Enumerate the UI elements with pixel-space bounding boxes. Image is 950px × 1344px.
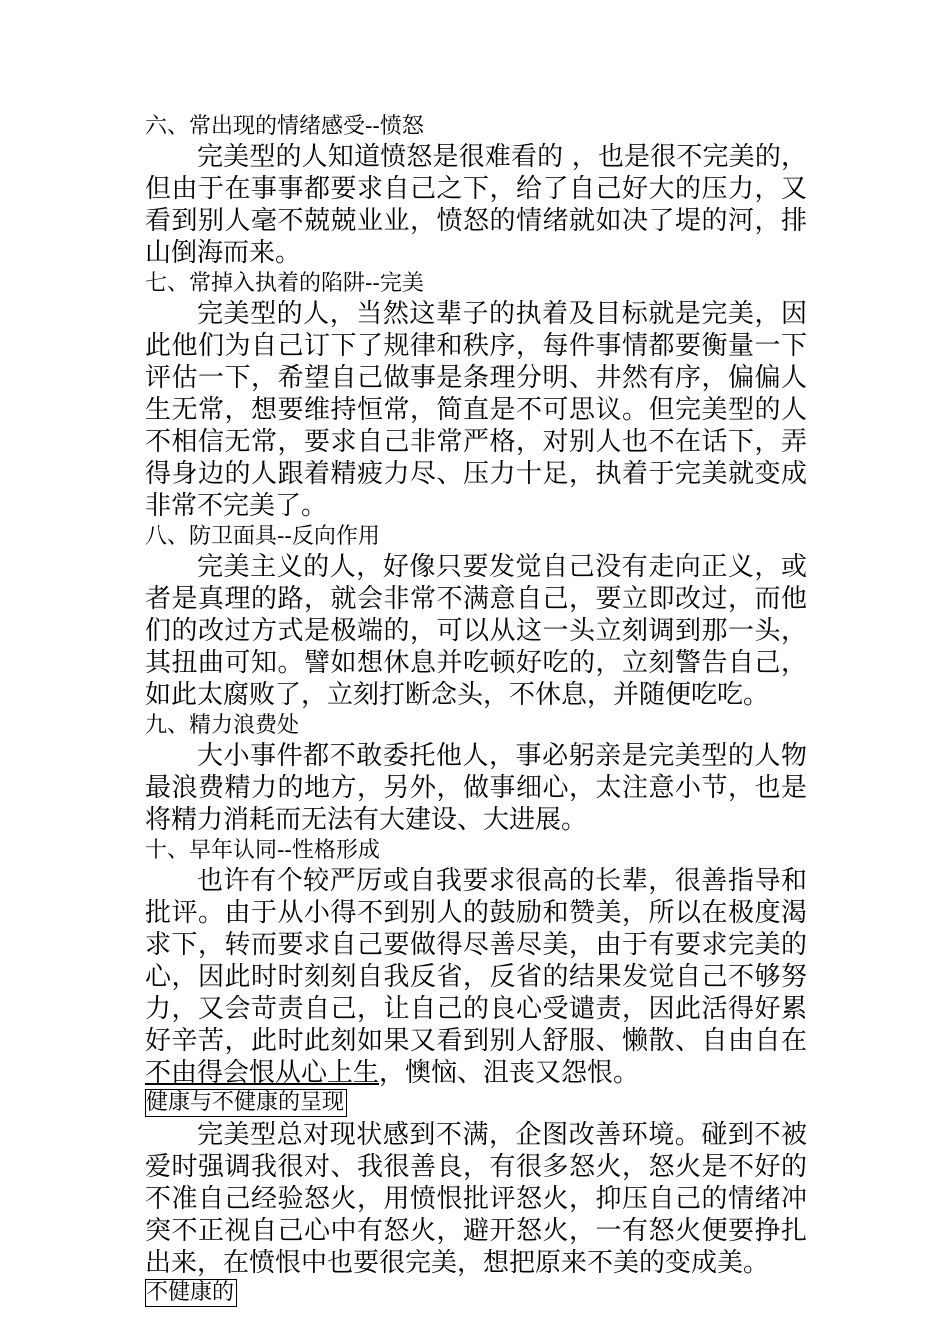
boxed-heading-unhealthy-wrap xyxy=(145,1279,807,1309)
section-heading-8: 八、防卫面具--反向作用 xyxy=(145,524,380,549)
document-page xyxy=(145,112,807,1309)
section-body-7: 完美型的人，当然这辈子的执着及目标就是完美，因此他们为自己订下了规律和秩序，每件事情都要衡量一下评估一下，希望自己做事是条理分明、井然有序，偏偏人生无常，想要维持恒常，简直是不可思议。但完美型的人不相信无常，要求自己非常严格，对别人也不在话下，弄得身边的人跟着精疲力尽、压力十足，执着于完美就变成非常不完美了。 xyxy=(145,299,807,521)
boxed-section-body: 完美型总对现状感到不满，企图改善环境。碰到不被爱时强调我很对、我很善良，有很多怒火，怒火是不好的不准自己经验怒火，用愤恨批评怒火，抑压自己的情绪冲突不正视自己心中有怒火，避开怒火，一有怒火便要挣扎出来，在愤恨中也要很完美，想把原来不美的变成美。 xyxy=(145,1120,807,1278)
section-heading-9: 九、精力浪费处 xyxy=(145,713,300,738)
section-body-8: 完美主义的人，好像只要发觉自己没有走向正义，或者是真理的路，就会非常不满意自己，要立即改过，而他们的改过方式是极端的，可以从这一头立刻调到那一头，其扭曲可知。譬如想休息并吃顿好吃的，立刻警告自己，如此太腐败了，立刻打断念头，不休息，并随便吃吃。 xyxy=(145,552,807,710)
section-body-10-text: 也许有个较严厉或自我要求很高的长辈，很善指导和批评。由于从小得不到别人的鼓励和赞美，所以在极度渴求下，转而要求自己要做得尽善尽美，由于有要求完美的心，因此时时刻刻自我反省，反省的结果发觉自己不够努力，又会苛责自己，让自己的良心受谴责，因此活得好累好辛苦，此时此刻如果又看到别人舒服、懒散、自由自在 xyxy=(145,866,807,1056)
boxed-heading-healthy-wrap xyxy=(145,1089,807,1119)
section-body-6: 完美型的人知道愤怒是很难看的 ，也是很不完美的，但由于在事事都要求自己之下，给了自己好大的压力，又看到别人毫不兢兢业业，愤怒的情绪就如决了堤的河，排山倒海而来。 xyxy=(145,142,807,268)
section-body-9: 大小事件都不敢委托他人，事必躬亲是完美型的人物最浪费精力的地方，另外，做事细心，太注意小节，也是将精力消耗而无法有大建设、大进展。 xyxy=(145,741,807,835)
section-body-10 xyxy=(145,865,807,1089)
section-body-10-tail: ，懊恼、沮丧又怨恨。 xyxy=(379,1058,640,1088)
section-heading-6: 六、常出现的情绪感受--愤怒 xyxy=(145,114,424,139)
boxed-heading-unhealthy: 不健康的 xyxy=(145,1279,237,1307)
section-body-10-underlined: 不由得会恨从心上生 xyxy=(145,1058,380,1088)
section-heading-7: 七、常掉入执着的陷阱--完美 xyxy=(145,271,424,296)
section-heading-10: 十、早年认同--性格形成 xyxy=(145,838,380,863)
boxed-heading-healthy: 健康与不健康的呈现 xyxy=(145,1089,347,1117)
